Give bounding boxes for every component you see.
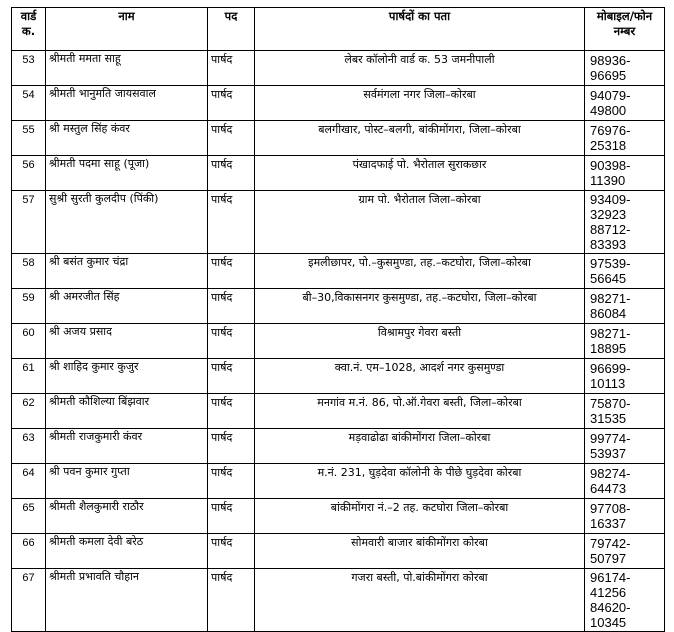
councillor-name: श्री अजय प्रसाद <box>46 324 208 359</box>
councillor-post: पार्षद <box>208 121 255 156</box>
councillor-phone <box>585 499 665 534</box>
councillor-post: पार्षद <box>208 464 255 499</box>
councillor-table <box>11 7 665 632</box>
councillor-post: पार्षद <box>208 254 255 289</box>
ward-number: 57 <box>12 191 46 254</box>
phone-number: 98271-86084 <box>590 291 631 321</box>
table-row <box>12 254 665 289</box>
phone-number: 75870-31535 <box>590 396 631 426</box>
councillor-post: पार्षद <box>208 191 255 254</box>
phone-number: 99774-53937 <box>590 431 631 461</box>
header-name: नाम <box>46 8 208 51</box>
table-row <box>12 569 665 632</box>
councillor-address: विश्रामपुर गेवरा बस्ती <box>255 324 585 359</box>
councillor-phone <box>585 464 665 499</box>
councillor-post: पार्षद <box>208 429 255 464</box>
councillor-name: सुश्री सुरती कुलदीप (पिंकी) <box>46 191 208 254</box>
councillor-post: पार्षद <box>208 86 255 121</box>
ward-number: 58 <box>12 254 46 289</box>
header-ward: वार्ड क. <box>12 8 46 51</box>
table-row <box>12 464 665 499</box>
phone-number: 97539-56645 <box>590 256 631 286</box>
councillor-phone <box>585 359 665 394</box>
councillor-address: सर्वमंगला नगर जिला–कोरबा <box>255 86 585 121</box>
councillor-name: श्रीमती पदमा साहू (पूजा) <box>46 156 208 191</box>
councillor-phone <box>585 534 665 569</box>
phone-number: 96699-10113 <box>590 361 631 391</box>
councillor-name: श्रीमती राजकुमारी कंवर <box>46 429 208 464</box>
councillor-phone <box>585 324 665 359</box>
councillor-phone <box>585 156 665 191</box>
phone-number: 98936-96695 <box>590 53 631 83</box>
councillor-phone <box>585 254 665 289</box>
table-row <box>12 394 665 429</box>
councillor-address: बी–30,विकासनगर कुसमुण्डा, तह.–कटघोरा, जिला–कोरबा <box>255 289 585 324</box>
table-row <box>12 289 665 324</box>
councillor-phone <box>585 51 665 86</box>
councillor-name: श्री बसंत कुमार चंद्रा <box>46 254 208 289</box>
councillor-post: पार्षद <box>208 499 255 534</box>
councillor-address: पंखादफाई पो. भैरोताल सुराकछार <box>255 156 585 191</box>
table-body <box>12 51 665 632</box>
table-row <box>12 121 665 156</box>
councillor-phone <box>585 289 665 324</box>
councillor-post: पार्षद <box>208 51 255 86</box>
table-row <box>12 534 665 569</box>
ward-number: 59 <box>12 289 46 324</box>
ward-number: 60 <box>12 324 46 359</box>
table-header-row <box>12 8 665 51</box>
councillor-address: मड़वाढोढा बांकीमोंगरा जिला–कोरबा <box>255 429 585 464</box>
councillor-address: सोमवारी बाजार बांकीमोंगरा कोरबा <box>255 534 585 569</box>
councillor-name: श्रीमती शैलकुमारी राठौर <box>46 499 208 534</box>
table-row <box>12 86 665 121</box>
councillor-phone <box>585 121 665 156</box>
table-row <box>12 499 665 534</box>
councillor-address: बांकीमोंगरा नं.–2 तह. कटघोरा जिला–कोरबा <box>255 499 585 534</box>
ward-number: 54 <box>12 86 46 121</box>
councillor-address: इमलीछापर, पो.–कुसमुण्डा, तह.–कटघोरा, जिला–कोरबा <box>255 254 585 289</box>
councillor-address: ग्राम पो. भैरोताल जिला–कोरबा <box>255 191 585 254</box>
ward-number: 62 <box>12 394 46 429</box>
councillor-post: पार्षद <box>208 289 255 324</box>
councillor-name: श्रीमती कौशिल्या बिंझवार <box>46 394 208 429</box>
ward-number: 67 <box>12 569 46 632</box>
ward-number: 55 <box>12 121 46 156</box>
phone-number: 98274-64473 <box>590 466 631 496</box>
councillor-address: मनगांव म.नं. 86, पो.ऑ.गेवरा बस्ती, जिला–कोरबा <box>255 394 585 429</box>
phone-number: 93409-32923 <box>590 192 631 222</box>
councillor-name: श्री शाहिद कुमार कुजुर <box>46 359 208 394</box>
councillor-name: श्री अमरजीत सिंह <box>46 289 208 324</box>
phone-number: 96174-41256 <box>590 570 631 600</box>
table-row <box>12 324 665 359</box>
councillor-name: श्रीमती कमला देवी बरेठ <box>46 534 208 569</box>
councillor-post: पार्षद <box>208 569 255 632</box>
councillor-phone <box>585 191 665 254</box>
phone-number: 84620-10345 <box>590 600 631 630</box>
header-post: पद <box>208 8 255 51</box>
councillor-name: श्री पवन कुमार गुप्ता <box>46 464 208 499</box>
header-phone: मोबाइल/फोन नम्बर <box>585 8 665 51</box>
councillor-name: श्रीमती भानुमति जायसवाल <box>46 86 208 121</box>
phone-number: 88712-83393 <box>590 222 631 252</box>
phone-number: 79742-50797 <box>590 536 631 566</box>
header-address: पार्षदों का पता <box>255 8 585 51</box>
councillor-phone <box>585 86 665 121</box>
councillor-post: पार्षद <box>208 534 255 569</box>
councillor-phone <box>585 569 665 632</box>
councillor-name: श्रीमती प्रभावति चौहान <box>46 569 208 632</box>
table-row <box>12 51 665 86</box>
councillor-address: क्वा.नं. एम–1028, आदर्श नगर कुसमुण्डा <box>255 359 585 394</box>
phone-number: 98271-18895 <box>590 326 631 356</box>
ward-number: 56 <box>12 156 46 191</box>
councillor-address: गजरा बस्ती, पो.बांकीमोंगरा कोरबा <box>255 569 585 632</box>
ward-number: 53 <box>12 51 46 86</box>
councillor-post: पार्षद <box>208 324 255 359</box>
ward-number: 61 <box>12 359 46 394</box>
ward-number: 66 <box>12 534 46 569</box>
phone-number: 76976-25318 <box>590 123 631 153</box>
ward-number: 64 <box>12 464 46 499</box>
table-row <box>12 191 665 254</box>
councillor-post: पार्षद <box>208 359 255 394</box>
ward-number: 65 <box>12 499 46 534</box>
table-row <box>12 359 665 394</box>
councillor-post: पार्षद <box>208 394 255 429</box>
phone-number: 97708-16337 <box>590 501 631 531</box>
table-row <box>12 429 665 464</box>
phone-number: 94079-49800 <box>590 88 631 118</box>
councillor-address: लेबर कॉलोनी वार्ड क. 53 जमनीपाली <box>255 51 585 86</box>
councillor-address: म.नं. 231, घुड़देवा कॉलोनी के पीछे घुड़देवा कोरबा <box>255 464 585 499</box>
councillor-post: पार्षद <box>208 156 255 191</box>
ward-number: 63 <box>12 429 46 464</box>
councillor-address: बलगीखार, पोस्ट–बलगी, बांकीमोंगरा, जिला–कोरबा <box>255 121 585 156</box>
phone-number: 90398-11390 <box>590 158 631 188</box>
table-row <box>12 156 665 191</box>
councillor-name: श्री मस्तुल सिंह कंवर <box>46 121 208 156</box>
councillor-phone <box>585 394 665 429</box>
councillor-phone <box>585 429 665 464</box>
councillor-table-container <box>11 7 665 632</box>
councillor-name: श्रीमती ममता साहू <box>46 51 208 86</box>
